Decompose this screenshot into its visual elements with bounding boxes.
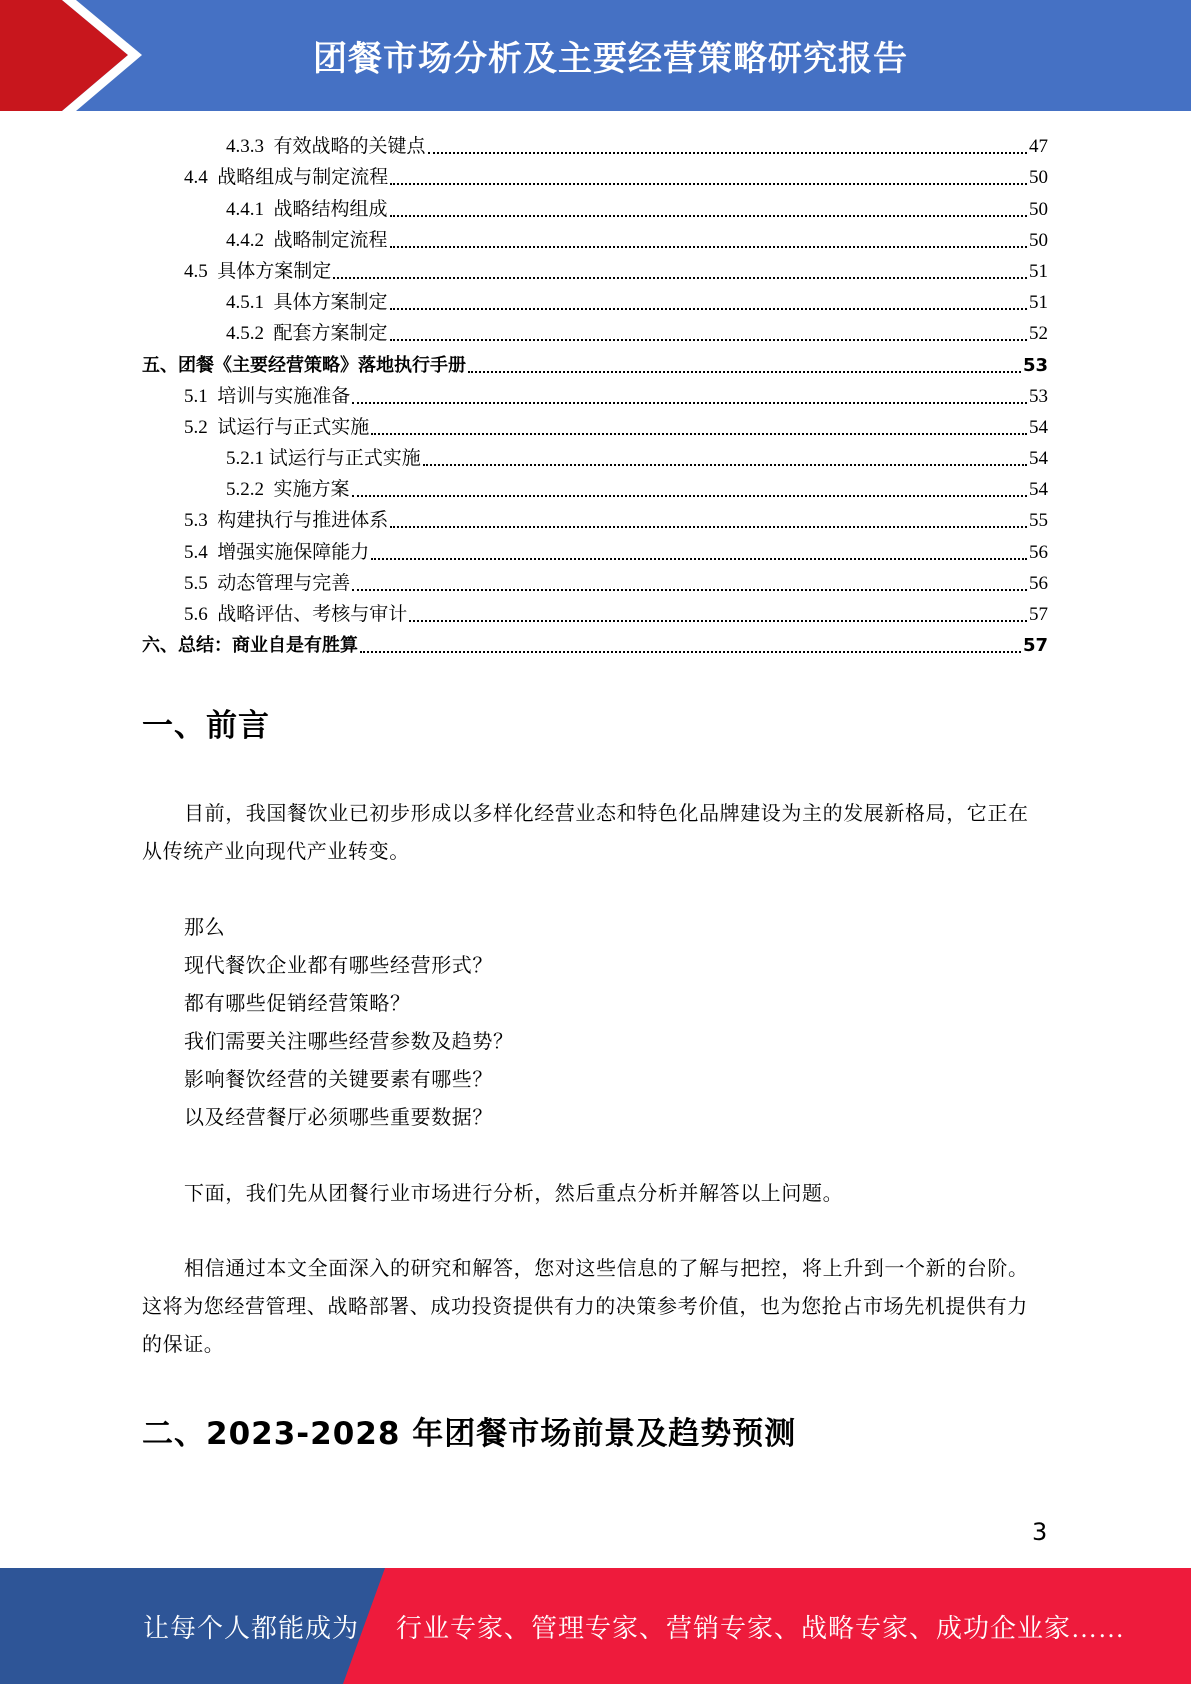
toc-entry-title: 具体方案制定 <box>217 260 332 282</box>
toc-entry-page: 51 <box>1029 260 1048 282</box>
toc-entry[interactable] <box>142 284 1048 315</box>
toc-dot-leader <box>352 495 1027 497</box>
toc-entry-number: 5.5 <box>184 572 208 594</box>
question-line: 都有哪些促销经营策略？ <box>184 993 411 1015</box>
toc-entry-page: 55 <box>1029 510 1048 532</box>
toc-entry-number: 5.2 <box>184 416 208 438</box>
toc-entry-title: 试运行与正式实施 <box>268 448 421 470</box>
toc-entry-title: 实施方案 <box>273 479 350 501</box>
toc-entry-title: 有效战略的关键点 <box>273 136 426 158</box>
toc-entry-page: 47 <box>1029 136 1048 158</box>
toc-entry-title: 试运行与正式实施 <box>217 416 370 438</box>
toc-entry-page: 54 <box>1029 416 1048 438</box>
toc-entry[interactable] <box>142 253 1048 284</box>
toc-entry[interactable] <box>142 440 1048 471</box>
footer-slogan-left: 让每个人都能成为 <box>143 1613 360 1643</box>
toc-dot-leader <box>390 183 1027 185</box>
toc-entry[interactable] <box>142 315 1048 346</box>
page-header <box>0 0 1191 111</box>
toc-dot-leader <box>352 589 1027 591</box>
question-list <box>184 909 514 1137</box>
toc-entry-number: 5.2.1 <box>226 448 264 470</box>
toc-dot-leader <box>333 277 1027 279</box>
toc-entry-number: 4.4.1 <box>226 198 264 220</box>
toc-entry-number: 4.4.2 <box>226 229 264 251</box>
section-heading-preface: 一、前言 <box>142 708 270 744</box>
toc-dot-leader <box>352 402 1027 404</box>
toc-entry[interactable] <box>142 159 1048 190</box>
question-line: 我们需要关注哪些经营参数及趋势？ <box>184 1031 514 1053</box>
footer-slogan-right: 行业专家、管理专家、营销专家、战略专家、成功企业家…… <box>396 1613 1126 1643</box>
toc-entry-number: 4.5.1 <box>226 292 264 314</box>
toc-entry[interactable] <box>142 502 1048 533</box>
toc-entry-number: 4.4 <box>184 167 208 189</box>
toc-entry-number: 4.5 <box>184 260 208 282</box>
toc-entry-page: 53 <box>1029 385 1048 407</box>
toc-entry[interactable] <box>142 346 1048 377</box>
toc-entry[interactable] <box>142 533 1048 564</box>
toc-entry-page: 50 <box>1029 167 1048 189</box>
toc-entry-title: 具体方案制定 <box>273 292 388 314</box>
question-line: 那么 <box>184 917 226 939</box>
page-footer <box>0 1568 1191 1684</box>
toc-entry-title: 战略组成与制定流程 <box>217 167 389 189</box>
toc-dot-leader <box>409 620 1027 622</box>
toc-entry-page: 57 <box>1022 635 1048 657</box>
question-line: 现代餐饮企业都有哪些经营形式？ <box>184 955 493 977</box>
toc-entry-number: 5.2.2 <box>226 479 264 501</box>
toc-entry-page: 57 <box>1029 604 1048 625</box>
toc-entry-title: 五、团餐《主要经营策略》落地执行手册 <box>142 354 466 376</box>
toc-entry-number: 5.6 <box>184 604 208 625</box>
toc-entry-number: 4.3.3 <box>226 136 264 158</box>
toc-entry-page: 56 <box>1029 572 1048 594</box>
toc-entry-title: 战略结构组成 <box>273 198 388 220</box>
question-line: 影响餐饮经营的关键要素有哪些？ <box>184 1069 493 1091</box>
table-of-contents <box>142 128 1048 658</box>
toc-entry-page: 54 <box>1029 479 1048 501</box>
toc-dot-leader <box>468 371 1021 373</box>
toc-entry-page: 53 <box>1022 354 1048 376</box>
toc-entry-title: 构建执行与推进体系 <box>217 510 389 532</box>
toc-entry-number: 5.3 <box>184 510 208 532</box>
toc-entry[interactable] <box>142 190 1048 221</box>
toc-entry-title: 六、总结：商业自是有胜算 <box>142 635 358 657</box>
toc-dot-leader <box>390 308 1027 310</box>
toc-entry[interactable] <box>142 128 1048 159</box>
toc-entry-title: 战略评估、考核与审计 <box>217 604 408 625</box>
page-number: 3 <box>1032 1518 1048 1546</box>
toc-entry-title: 增强实施保障能力 <box>217 541 370 563</box>
toc-dot-leader <box>371 433 1027 435</box>
toc-entry-title: 战略制定流程 <box>273 229 388 251</box>
analysis-paragraph: 下面，我们先从团餐行业市场进行分析，然后重点分析并解答以上问题。 <box>184 1183 844 1205</box>
toc-entry[interactable] <box>142 471 1048 502</box>
toc-entry-page: 50 <box>1029 229 1048 251</box>
toc-entry-number: 5.4 <box>184 541 208 563</box>
toc-dot-leader <box>371 558 1027 560</box>
toc-entry-page: 52 <box>1029 323 1048 345</box>
toc-entry-title: 培训与实施准备 <box>217 385 351 407</box>
toc-dot-leader <box>428 152 1027 154</box>
toc-entry-title: 配套方案制定 <box>273 323 388 345</box>
red-chevron-decoration <box>0 0 150 111</box>
toc-entry[interactable] <box>142 627 1048 658</box>
toc-dot-leader <box>360 651 1021 653</box>
toc-entry-page: 50 <box>1029 198 1048 220</box>
toc-entry-number: 5.1 <box>184 385 208 407</box>
toc-dot-leader <box>390 526 1027 528</box>
toc-dot-leader <box>390 215 1027 217</box>
intro-paragraph: 目前，我国餐饮业已初步形成以多样化经营业态和特色化品牌建设为主的发展新格局，它正在从传统产业向现代产业转变。 <box>142 803 1029 863</box>
toc-entry-page: 54 <box>1029 448 1048 470</box>
toc-dot-leader <box>390 339 1027 341</box>
section-heading-forecast: 二、2023-2028 年团餐市场前景及趋势预测 <box>142 1416 797 1452</box>
toc-entry[interactable] <box>142 409 1048 440</box>
toc-entry-page: 56 <box>1029 541 1048 563</box>
report-title: 团餐市场分析及主要经营策略研究报告 <box>313 39 908 79</box>
conclusion-paragraph: 相信通过本文全面深入的研究和解答，您对这些信息的了解与把控，将上升到一个新的台阶。这将为您经营管理、战略部署、成功投资提供有力的决策参考价值，也为您抢占市场先机提供有力的保证。 <box>142 1258 1029 1356</box>
toc-entry[interactable] <box>142 565 1048 596</box>
toc-entry[interactable] <box>142 378 1048 409</box>
toc-entry-number: 4.5.2 <box>226 323 264 345</box>
question-line: 以及经营餐厅必须哪些重要数据？ <box>184 1107 493 1129</box>
toc-entry[interactable] <box>142 596 1048 627</box>
toc-dot-leader <box>390 246 1027 248</box>
toc-entry[interactable] <box>142 222 1048 253</box>
toc-entry-page: 51 <box>1029 292 1048 314</box>
toc-dot-leader <box>423 464 1027 466</box>
toc-entry-title: 动态管理与完善 <box>217 572 351 594</box>
